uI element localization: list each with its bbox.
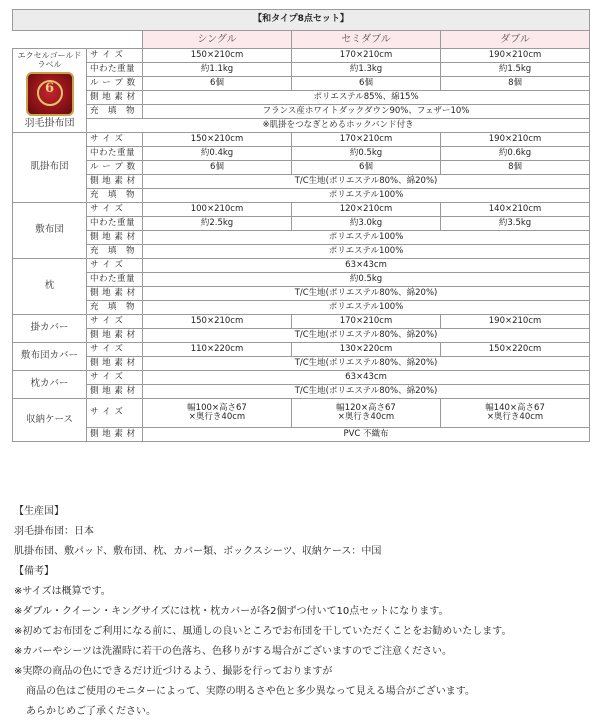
origin-line: 羽毛掛布団：日本	[14, 526, 94, 537]
table-row	[13, 259, 590, 273]
table-row	[13, 287, 590, 301]
table-row	[13, 217, 590, 231]
value-cell: 8個	[441, 77, 590, 91]
table-row	[13, 147, 590, 161]
value-cell: 6個	[143, 161, 292, 175]
value-cell: T/C生地(ポリエステル80%、綿20%)	[143, 385, 590, 399]
value-cell: ポリエステル100%	[143, 301, 590, 315]
table-row	[13, 343, 590, 357]
heading-remarks: 【備考】	[14, 566, 54, 577]
value-cell: 約3.0kg	[292, 217, 441, 231]
size-line: 幅100×高さ67	[187, 403, 247, 414]
value-cell: 190×210cm	[441, 133, 590, 147]
value-cell: 約3.5kg	[441, 217, 590, 231]
table-row	[13, 91, 590, 105]
size-line: ×奥行き40cm	[188, 412, 246, 422]
table-row	[13, 203, 590, 217]
value-cell: 63×43cm	[143, 371, 590, 385]
size-line: 幅120×高さ67	[336, 403, 396, 414]
col-double: ダブル	[441, 31, 590, 49]
table-row	[13, 105, 590, 119]
origin-line: 肌掛布団、敷パッド、敷布団、枕、カバー類、ボックスシーツ、収納ケース：中国	[14, 546, 382, 557]
attr-filling: 充 填 物	[87, 189, 143, 203]
heading-origin: 【生産国】	[14, 506, 64, 517]
value-cell: 約0.6kg	[441, 147, 590, 161]
size-line: ×奥行き40cm	[486, 412, 544, 422]
table-row	[13, 133, 590, 147]
table-row	[13, 119, 590, 133]
value-cell: 約1.5kg	[441, 63, 590, 77]
attr-cover: 側 地 素 材	[87, 231, 143, 245]
value-cell: 150×220cm	[441, 343, 590, 357]
table-row	[13, 77, 590, 91]
table-row	[13, 175, 590, 189]
value-cell: 約0.5kg	[292, 147, 441, 161]
attr-filling: 充 填 物	[87, 245, 143, 259]
value-cell	[292, 399, 441, 428]
table-row	[13, 273, 590, 287]
value-cell: 約2.5kg	[143, 217, 292, 231]
attr-size: サ イ ズ	[87, 49, 143, 63]
attr-filling: 充 填 物	[87, 301, 143, 315]
value-cell: ポリエステル85%、綿15%	[143, 91, 590, 105]
col-semi-double: セミダブル	[292, 31, 441, 49]
seal-caption-2: ラベル	[37, 60, 62, 69]
value-cell: 190×210cm	[441, 49, 590, 63]
notes-section	[14, 506, 594, 726]
table-row	[13, 329, 590, 343]
remark-line: ※ダブル・クイーン・キングサイズには枕・枕カバーが各2個ずつ付いて10点セットになります。	[14, 606, 449, 617]
value-cell: 6個	[292, 77, 441, 91]
remark-line: あらかじめご了承ください。	[26, 706, 156, 717]
table-row	[13, 399, 590, 428]
attr-size: サ イ ズ	[87, 203, 143, 217]
value-cell: 約0.4kg	[143, 147, 292, 161]
value-cell: 140×210cm	[441, 203, 590, 217]
gold-label-seal-icon	[26, 72, 74, 116]
attr-size: サ イ ズ	[87, 399, 143, 428]
value-cell: 8個	[441, 161, 590, 175]
seal-glyph: 6	[44, 80, 55, 96]
table-row	[13, 63, 590, 77]
table-title: 【和タイプ8点セット】	[13, 10, 590, 31]
table-row	[13, 189, 590, 203]
col-single: シングル	[143, 31, 292, 49]
value-cell: 6個	[143, 77, 292, 91]
value-cell: 100×210cm	[143, 203, 292, 217]
seal-caption-1: エクセルゴールド	[17, 51, 82, 61]
table-row	[13, 428, 590, 442]
value-cell: 約0.5kg	[143, 273, 590, 287]
size-line: 幅140×高さ67	[485, 403, 545, 414]
remark-line: ※サイズは概算です。	[14, 586, 111, 597]
attr-size: サ イ ズ	[87, 343, 143, 357]
attr-cover: 側 地 素 材	[87, 175, 143, 189]
table-row	[13, 231, 590, 245]
remark-line: ※実際の商品の色にできるだけ近づけるよう、撮影を行っておりますが	[14, 666, 333, 677]
value-cell: T/C生地(ポリエステル80%、綿20%)	[143, 175, 590, 189]
value-cell	[143, 399, 292, 428]
value-cell: ポリエステル100%	[143, 189, 590, 203]
category-label: 収納ケース	[13, 399, 87, 442]
value-cell: 110×220cm	[143, 343, 292, 357]
attr-weight: 中わた重量	[87, 273, 143, 287]
attr-weight: 中わた重量	[87, 147, 143, 161]
value-cell: 170×210cm	[292, 133, 441, 147]
down-note-cell: ※肌掛をつなぎとめるホックバンド付き	[87, 119, 590, 133]
value-cell: 約1.1kg	[143, 63, 292, 77]
value-cell: フランス産ホワイトダックダウン90%、フェザー10%	[143, 105, 590, 119]
category-label: 羽毛掛布団	[24, 117, 75, 129]
attr-loops: ル ー プ 数	[87, 77, 143, 91]
value-cell: ポリエステル100%	[143, 231, 590, 245]
category-label: 肌掛布団	[13, 133, 87, 203]
value-cell: PVC 不織布	[143, 428, 590, 442]
value-cell: 6個	[292, 161, 441, 175]
attr-cover: 側 地 素 材	[87, 428, 143, 442]
remark-line: ※カバーやシーツは洗濯時に若干の色落ち、色移りがする場合がございますのでご注意ください。	[14, 646, 452, 657]
table-row	[13, 385, 590, 399]
table-row	[13, 371, 590, 385]
category-label: 敷布団カバー	[13, 343, 87, 371]
attr-weight: 中わた重量	[87, 217, 143, 231]
category-label: 掛カバー	[13, 315, 87, 343]
value-cell: 150×210cm	[143, 49, 292, 63]
value-cell: T/C生地(ポリエステル80%、綿20%)	[143, 357, 590, 371]
value-cell: 120×210cm	[292, 203, 441, 217]
value-cell: 170×210cm	[292, 49, 441, 63]
size-line: ×奥行き40cm	[337, 412, 395, 422]
attr-size: サ イ ズ	[87, 371, 143, 385]
attr-cover: 側 地 素 材	[87, 329, 143, 343]
value-cell: T/C生地(ポリエステル80%、綿20%)	[143, 329, 590, 343]
attr-size: サ イ ズ	[87, 133, 143, 147]
value-cell	[441, 399, 590, 428]
value-cell: ポリエステル100%	[143, 245, 590, 259]
value-cell: 130×220cm	[292, 343, 441, 357]
value-cell: 190×210cm	[441, 315, 590, 329]
attr-cover: 側 地 素 材	[87, 91, 143, 105]
category-label: 枕	[13, 259, 87, 315]
table-row	[13, 245, 590, 259]
attr-weight: 中わた重量	[87, 63, 143, 77]
attr-size: サ イ ズ	[87, 259, 143, 273]
attr-filling: 充 填 物	[87, 105, 143, 119]
value-cell: 150×210cm	[143, 315, 292, 329]
down-duvet-label-cell	[13, 49, 87, 133]
attr-cover: 側 地 素 材	[87, 385, 143, 399]
table-row	[13, 357, 590, 371]
header-row	[13, 31, 590, 49]
remark-line: 商品の色はご使用のモニターによって、実際の明るさや色と多少異なって見える場合がございます。	[26, 686, 475, 697]
value-cell: 150×210cm	[143, 133, 292, 147]
value-cell: 170×210cm	[292, 315, 441, 329]
value-cell: T/C生地(ポリエステル80%、綿20%)	[143, 287, 590, 301]
header-blank	[13, 31, 143, 49]
title-row	[13, 10, 590, 31]
attr-loops: ル ー プ 数	[87, 161, 143, 175]
category-label: 敷布団	[13, 203, 87, 259]
attr-size: サ イ ズ	[87, 315, 143, 329]
attr-cover: 側 地 素 材	[87, 357, 143, 371]
remark-line: ※初めてお布団をご利用になる前に、風通しの良いところでお布団を干していただくことをお勧めいたします。	[14, 626, 512, 637]
attr-cover: 側 地 素 材	[87, 287, 143, 301]
spec-table	[12, 9, 590, 442]
table-row	[13, 161, 590, 175]
table-row	[13, 315, 590, 329]
value-cell: 63×43cm	[143, 259, 590, 273]
value-cell: 約1.3kg	[292, 63, 441, 77]
table-row	[13, 301, 590, 315]
category-label: 枕カバー	[13, 371, 87, 399]
table-row	[13, 49, 590, 63]
